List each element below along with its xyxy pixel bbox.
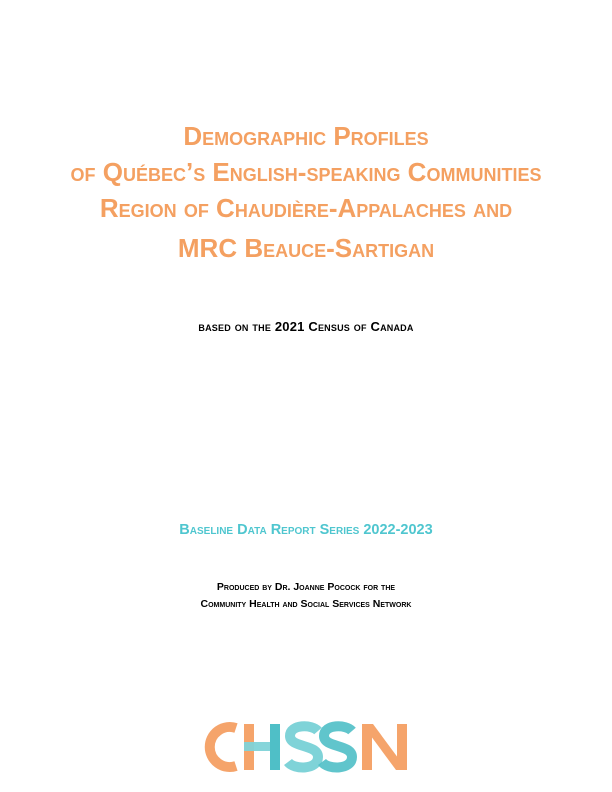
report-series: Baseline Data Report Series 2022-2023 (179, 522, 433, 538)
logo-letter-s2 (322, 726, 352, 767)
title-line-3: Region of Chaudière-Appalaches and (99, 193, 513, 223)
report-title (0, 118, 612, 266)
producer-line-2: Community Health and Social Services Network (200, 598, 412, 610)
logo-letter-c (210, 727, 236, 767)
logo-letter-h-right (270, 724, 280, 770)
title-line-2: of Québec’s English-speaking Communities (70, 157, 542, 187)
title-line-1: Demographic Profiles (183, 121, 429, 151)
producer-line-1: Produced by Dr. Joanne Pocock for the (216, 581, 396, 593)
census-subtitle: based on the 2021 Census of Canada (198, 319, 414, 334)
logo-letter-s1 (288, 726, 318, 767)
producer-credit (0, 579, 612, 613)
logo-letter-n-right (397, 724, 407, 770)
title-line-4: MRC Beauce-Sartigan (177, 233, 435, 263)
chssn-logo (192, 718, 422, 776)
